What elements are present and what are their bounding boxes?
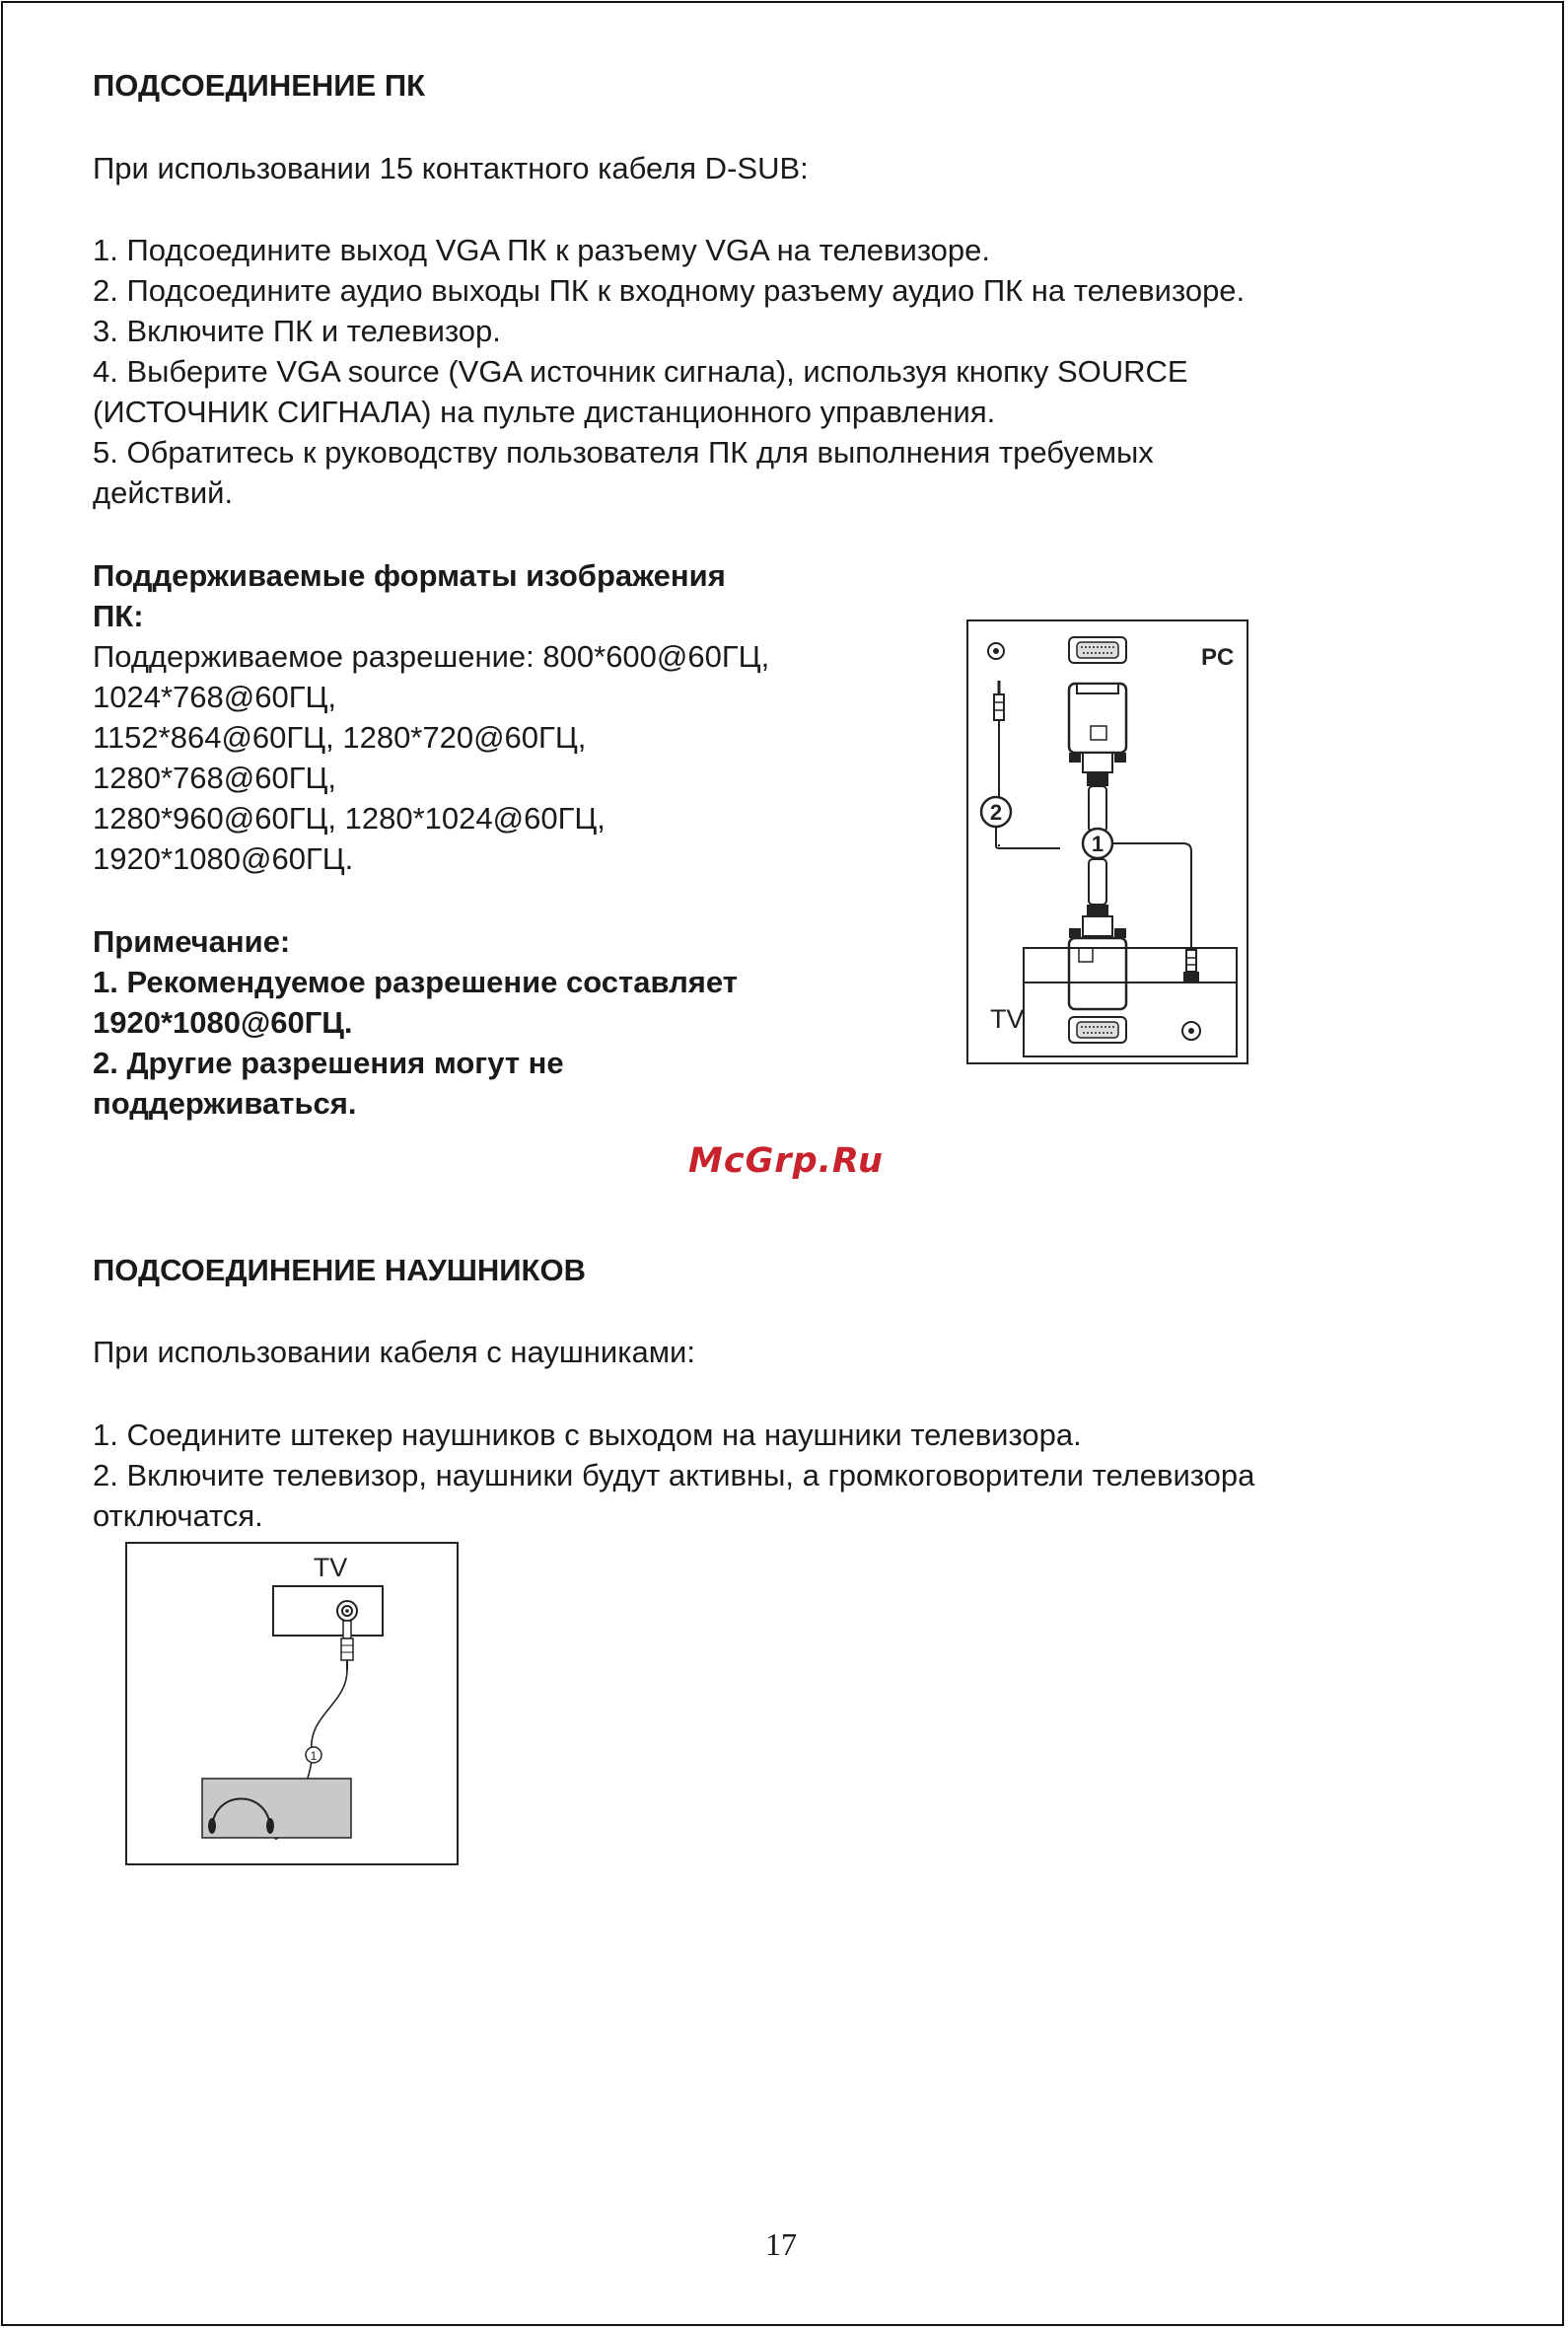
pc-step: 1. Подсоедините выход VGA ПК к разъему VGA на телевизоре. (93, 233, 991, 267)
pc-tv-connection-diagram (966, 619, 1249, 1065)
resolution-line: 1152*864@60ГЦ, 1280*720@60ГЦ, (93, 720, 587, 755)
pc-step: 5. Обратитесь к руководству пользователя ПК для выполнения требуемых (93, 435, 1154, 470)
callout-1-label: 1 (1091, 832, 1105, 856)
formats-title: Поддерживаемые форматы изображения (93, 558, 726, 593)
note-line: поддерживаться. (93, 1086, 357, 1121)
tv-label: TV (990, 1004, 1025, 1034)
resolution-line: Поддерживаемое разрешение: 800*600@60ГЦ, (93, 639, 770, 674)
headphone-step: отключатся. (93, 1498, 263, 1533)
callout-1 (1083, 829, 1112, 858)
pc-step: 4. Выберите VGA source (VGA источник сигнала), используя кнопку SOURCE (93, 354, 1188, 389)
resolution-line: 1280*960@60ГЦ, 1280*1024@60ГЦ, (93, 801, 606, 836)
resolution-line: 1024*768@60ГЦ, (93, 680, 337, 714)
pc-vga-port-icon (1069, 637, 1126, 663)
callout-2-label: 2 (989, 800, 1003, 825)
note-line: 1. Рекомендуемое разрешение составляет (93, 965, 738, 999)
note-line: 2. Другие разрешения могут не (93, 1046, 564, 1080)
resolution-line: 1280*768@60ГЦ, (93, 761, 337, 795)
tv-audio-plug-icon (1183, 950, 1199, 983)
pc-step: действий. (93, 475, 234, 510)
tv-label: TV (313, 1553, 348, 1582)
headphone-jack-icon (337, 1601, 357, 1621)
callout-1 (306, 1747, 321, 1763)
formats-title: ПК: (93, 599, 144, 633)
resolution-line: 1920*1080@60ГЦ. (93, 841, 354, 876)
headphone-section-title: ПОДСОЕДИНЕНИЕ НАУШНИКОВ (93, 1253, 586, 1287)
note-line: 1920*1080@60ГЦ. (93, 1005, 353, 1040)
callout-1-label: 1 (310, 1749, 318, 1763)
pc-step: (ИСТОЧНИК СИГНАЛА) на пульте дистанционного управления. (93, 395, 996, 429)
pc-section-title: ПОДСОЕДИНЕНИЕ ПК (93, 68, 426, 103)
headphone-step: 2. Включите телевизор, наушники будут активны, а громкоговорители телевизора (93, 1458, 1255, 1492)
pc-step: 3. Включите ПК и телевизор. (93, 314, 501, 348)
pc-step: 2. Подсоедините аудио выходы ПК к входному разъему аудио ПК на телевизоре. (93, 273, 1246, 308)
callout-2 (981, 797, 1011, 827)
page-number: 17 (765, 2226, 797, 2262)
pc-label: PC (1201, 644, 1235, 671)
headphone-step: 1. Соедините штекер наушников с выходом на наушники телевизора. (93, 1418, 1082, 1452)
pc-intro: При использовании 15 контактного кабеля D-SUB: (93, 151, 809, 185)
headphone-connection-diagram (125, 1542, 461, 1866)
note-title: Примечание: (93, 924, 291, 959)
tv-vga-port-icon (1069, 1017, 1126, 1043)
headphone-intro: При использовании кабеля с наушниками: (93, 1335, 695, 1369)
watermark: McGrp.Ru (688, 1141, 884, 1181)
